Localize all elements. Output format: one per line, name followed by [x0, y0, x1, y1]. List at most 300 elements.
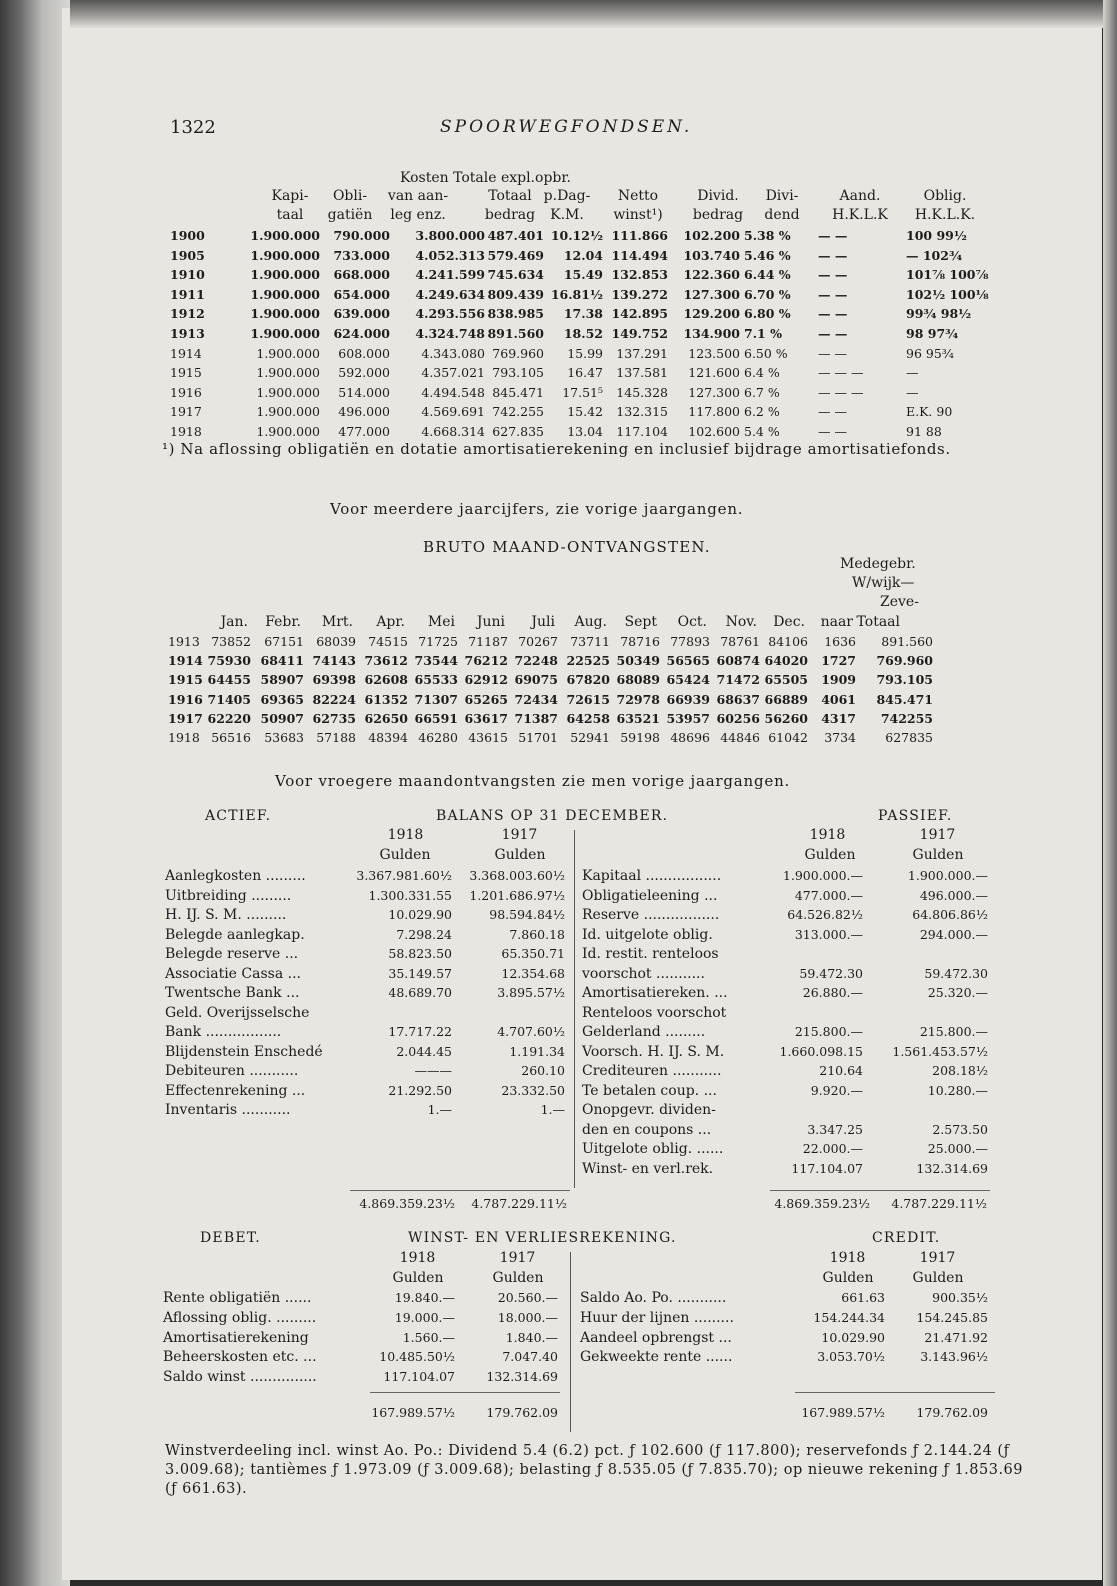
monthly-cell: 71307 — [414, 691, 458, 707]
pl-credit-label: CREDIT. — [872, 1230, 941, 1246]
pl-credit-1917: 154.245.85 — [916, 1309, 988, 1325]
monthly-cell: 793.105 — [876, 672, 933, 688]
monthly-cell: 62912 — [464, 672, 508, 688]
expl-cell: 100 99½ — [906, 228, 967, 243]
exploitation-footnote: ¹) Na aflossing obligatiën en dotatie amortisatierekening en inclusief bijdrage amortisatiefonds. — [162, 440, 951, 458]
monthly-cell: 53957 — [666, 710, 710, 726]
expl-cell: 6.44 % — [744, 267, 791, 283]
balance-actief-label: ACTIEF. — [205, 808, 272, 824]
balance-asset-1917: 1.191.34 — [509, 1043, 565, 1059]
expl-cell: 639.000 — [333, 306, 390, 322]
expl-cell: 592.000 — [338, 365, 390, 381]
balance-total-rule-right — [770, 1190, 990, 1191]
monthly-cell: 56260 — [764, 710, 808, 726]
monthly-cell: 50907 — [260, 710, 304, 726]
monthly-cell: 65505 — [764, 672, 808, 688]
expl-cell: 98 97¾ — [906, 326, 959, 341]
pl-debet-label: DEBET. — [200, 1230, 261, 1246]
expl-cell: 1914 — [170, 345, 202, 361]
monthly-col-head: Oct. — [677, 614, 707, 630]
balance-unit: Gulden — [912, 847, 964, 863]
expl-cell: 10.12½ — [550, 228, 603, 243]
expl-col-head: Oblig. — [923, 188, 967, 204]
balance-asset-1918: 48.689.70 — [388, 985, 452, 1000]
expl-cell: 1.900.000 — [256, 384, 320, 400]
monthly-cell: 73612 — [364, 653, 408, 669]
pl-total: 179.762.09 — [916, 1405, 988, 1420]
pl-year: 1917 — [499, 1250, 536, 1266]
monthly-title: BRUTO MAAND-ONTVANGSTEN. — [423, 538, 711, 556]
pl-title: WINST- EN VERLIESREKENING. — [408, 1230, 677, 1246]
expl-header-top: Kosten Totale expl.opbr. — [400, 170, 571, 186]
expl-col-head: Aand. — [839, 188, 881, 204]
monthly-cell: 72615 — [566, 691, 610, 707]
expl-cell: 4.668.314 — [421, 424, 485, 439]
balance-liability-1918: 26.880.— — [802, 985, 863, 1000]
balance-total: 4.787.229.11½ — [891, 1196, 987, 1211]
expl-cell: 99¾ 98½ — [906, 306, 972, 322]
balance-liability-label: Amortisatiereken. ... — [582, 985, 728, 1001]
pl-credit-1917: 3.143.96½ — [920, 1349, 988, 1365]
expl-cell: — — [906, 365, 919, 381]
expl-cell: 1918 — [170, 424, 202, 439]
winstverdeeling-text: Winstverdeeling incl. winst Ao. Po.: Dividend 5.4 (6.2) pct. ƒ 102.600 (ƒ 117.800); reservefonds ƒ 2.144.24 (ƒ 3.009.68); tantièmes ƒ 1.973.09 (ƒ 3.009.68); belasting ƒ 8.535.05 (ƒ 7.835.70); op nieuwe rekening ƒ 1.853.69 (ƒ 661.63). — [165, 1443, 1024, 1497]
balance-asset-1918: 58.823.50 — [388, 946, 452, 961]
expl-cell: 742.255 — [492, 404, 544, 420]
monthly-cell: 62735 — [312, 710, 356, 726]
monthly-col-head: Dec. — [773, 614, 805, 630]
expl-col-head: van aan- — [387, 188, 449, 204]
balance-asset-1917: 23.332.50 — [501, 1082, 565, 1098]
expl-cell: — — [906, 384, 919, 400]
monthly-extra-head: W/wijk— — [852, 575, 915, 591]
expl-col-head: Netto — [617, 188, 659, 204]
balance-asset-1918: 1.300.331.55 — [368, 887, 452, 903]
monthly-cell: 891.560 — [881, 634, 933, 649]
monthly-year: 1914 — [168, 653, 203, 669]
balance-asset-label: Associatie Cassa ... — [165, 965, 301, 982]
book-spine — [0, 0, 70, 1586]
balance-liability-label: Id. uitgelote oblig. — [582, 926, 713, 943]
expl-cell: 6.2 % — [744, 404, 780, 420]
expl-col-head: dend — [764, 207, 800, 223]
balance-liability-1918: 477.000.— — [794, 887, 863, 903]
expl-cell: 6.80 % — [744, 306, 791, 322]
balance-unit: Gulden — [804, 847, 856, 863]
monthly-cell: 48696 — [670, 730, 710, 745]
balance-asset-label: Twentsche Bank ... — [165, 985, 300, 1001]
balance-asset-label: Effectenrekening ... — [165, 1082, 306, 1099]
expl-cell: 514.000 — [338, 384, 390, 400]
expl-col-head: K.M. — [550, 207, 584, 223]
balance-asset-1918: 3.367.981.60½ — [356, 868, 452, 883]
pl-year: 1917 — [919, 1250, 956, 1266]
expl-cell: 6.4 % — [744, 365, 780, 381]
monthly-cell: 65265 — [464, 691, 508, 707]
balance-year: 1918 — [387, 827, 424, 843]
balance-liability-1917: 25.000.— — [927, 1141, 988, 1156]
pl-debit-1917: 7.047.40 — [502, 1349, 558, 1365]
monthly-cell: 71405 — [207, 691, 251, 707]
monthly-cell: 76212 — [464, 653, 508, 669]
expl-cell: 132.315 — [616, 404, 668, 420]
expl-cell: 608.000 — [338, 345, 390, 361]
balance-asset-1917: 12.354.68 — [501, 965, 565, 981]
expl-col-head: bedrag — [484, 207, 536, 223]
balance-liability-label: Voorsch. H. IJ. S. M. — [582, 1043, 725, 1060]
expl-cell: 4.293.556 — [415, 306, 485, 322]
expl-cell: 627.835 — [492, 424, 544, 439]
expl-cell: 1913 — [170, 326, 205, 341]
balance-liability-1917: 294.000.— — [919, 926, 988, 942]
monthly-cell: 68637 — [716, 691, 760, 707]
monthly-cell: 72248 — [514, 653, 558, 669]
monthly-col-head: Totaal — [856, 614, 900, 630]
pl-total: 167.989.57½ — [371, 1405, 455, 1420]
expl-cell: 17.38 — [563, 306, 603, 322]
pl-debit-label: Aflossing oblig. ......... — [163, 1309, 317, 1326]
monthly-cell: 63617 — [464, 710, 508, 726]
balance-liability-1917: 208.18½ — [932, 1063, 988, 1078]
balance-liability-label: voorschot ........... — [582, 965, 705, 982]
monthly-col-head: Sept — [624, 614, 657, 630]
expl-cell: 102.600 — [688, 424, 740, 439]
monthly-cell: 66939 — [666, 691, 710, 707]
monthly-col-head: Juli — [531, 614, 555, 630]
monthly-col-head: Apr. — [376, 614, 405, 630]
pl-debit-label: Rente obligatiën ...... — [163, 1290, 312, 1306]
expl-cell: 1.900.000 — [256, 365, 320, 381]
expl-col-head: winst¹) — [613, 207, 663, 223]
balance-asset-1918: 21.292.50 — [388, 1082, 452, 1098]
balance-liability-1918: 9.920.— — [810, 1082, 863, 1098]
monthly-cell: 50349 — [616, 653, 660, 669]
expl-cell: 845.471 — [492, 384, 544, 400]
monthly-cell: 64455 — [207, 672, 251, 688]
balance-liability-1917: 132.314.69 — [916, 1160, 988, 1176]
balance-liability-1918: 3.347.25 — [807, 1121, 863, 1137]
monthly-cell: 627835 — [885, 730, 933, 745]
balance-liability-1918: 59.472.30 — [799, 965, 863, 981]
expl-cell: — — — [818, 424, 847, 439]
running-head: SPOORWEGFONDSEN. — [440, 117, 693, 137]
expl-cell: 114.494 — [611, 247, 668, 263]
monthly-cell: 68411 — [260, 653, 304, 669]
monthly-cell: 65533 — [414, 672, 458, 688]
monthly-extra-head: Zeve- — [880, 594, 919, 610]
pl-unit: Gulden — [912, 1270, 964, 1286]
expl-cell: 102½ 100⅛ — [906, 286, 989, 302]
balance-liability-1918: 215.800.— — [794, 1024, 863, 1039]
sentence-jaarcijfers: Voor meerdere jaarcijfers, zie vorige jaargangen. — [330, 500, 744, 518]
balance-liability-1917: 1.561.453.57½ — [892, 1043, 988, 1059]
page-top-edge — [70, 0, 1117, 28]
expl-cell: 3.800.000 — [415, 228, 485, 243]
monthly-col-head: Jan. — [220, 614, 248, 630]
expl-cell: 487.401 — [487, 228, 544, 243]
balance-asset-label: Belegde aanlegkap. — [165, 926, 305, 943]
monthly-cell: 69075 — [514, 672, 558, 688]
expl-cell: 1.900.000 — [256, 424, 320, 439]
balance-asset-1918: 17.717.22 — [388, 1024, 452, 1039]
expl-cell: — — — [818, 247, 848, 263]
expl-cell: 142.895 — [611, 306, 668, 322]
expl-cell: 668.000 — [333, 267, 390, 283]
expl-cell: 1910 — [170, 267, 205, 283]
balance-asset-1917: 7.860.18 — [509, 926, 565, 942]
monthly-cell: 3734 — [824, 730, 856, 745]
pl-unit: Gulden — [392, 1270, 444, 1286]
monthly-cell: 69365 — [260, 691, 304, 707]
balance-liability-label: Winst- en verl.rek. — [582, 1160, 714, 1177]
expl-cell: 4.569.691 — [421, 404, 485, 420]
expl-col-head: Kapi- — [271, 188, 309, 204]
monthly-cell: 64258 — [566, 710, 610, 726]
expl-cell: 1.900.000 — [250, 267, 320, 283]
balance-year: 1918 — [809, 827, 846, 843]
monthly-cell: 62650 — [364, 710, 408, 726]
balance-liability-1918: 117.104.07 — [791, 1160, 863, 1176]
pl-debit-1917: 18.000.— — [497, 1309, 558, 1325]
expl-cell: 1905 — [170, 247, 205, 263]
monthly-cell: 1727 — [821, 653, 856, 669]
expl-cell: 117.800 — [688, 404, 740, 420]
balance-year: 1917 — [919, 827, 956, 843]
expl-col-head: Totaal — [488, 188, 532, 204]
monthly-cell: 62608 — [364, 672, 408, 688]
pl-year: 1918 — [829, 1250, 866, 1266]
balance-asset-1918: ——— — [414, 1063, 452, 1078]
expl-cell: 477.000 — [338, 424, 390, 439]
pl-credit-1917: 21.471.92 — [924, 1329, 988, 1345]
monthly-cell: 71187 — [468, 634, 508, 649]
pl-total: 179.762.09 — [486, 1405, 558, 1420]
page-number: 1322 — [170, 117, 216, 138]
monthly-year: 1915 — [168, 672, 203, 688]
expl-cell: 15.49 — [563, 267, 603, 283]
monthly-cell: 75930 — [207, 653, 251, 669]
balance-liability-1917: 64.806.86½ — [912, 907, 988, 922]
expl-cell: 4.249.634 — [415, 286, 485, 302]
expl-cell: 496.000 — [338, 404, 390, 420]
expl-cell: 1911 — [170, 286, 205, 302]
monthly-year: 1918 — [168, 730, 200, 745]
balance-year: 1917 — [501, 827, 538, 843]
expl-col-head: gatiën — [327, 207, 373, 223]
balance-asset-1918: 7.298.24 — [396, 926, 452, 942]
expl-col-head: bedrag — [692, 207, 744, 223]
expl-col-head: leg enz. — [390, 207, 446, 223]
expl-cell: 117.104 — [616, 424, 668, 439]
expl-cell: 132.853 — [611, 267, 668, 283]
pl-debit-1917: 20.560.— — [497, 1290, 558, 1305]
expl-cell: 1.900.000 — [250, 306, 320, 322]
balance-asset-1917: 3.368.003.60½ — [469, 868, 565, 883]
balance-asset-1917: 1.— — [540, 1102, 565, 1117]
balance-unit: Gulden — [494, 847, 546, 863]
monthly-cell: 4317 — [821, 710, 856, 726]
monthly-col-head: Mrt. — [321, 614, 353, 630]
monthly-col-head: Febr. — [265, 614, 301, 630]
monthly-cell: 66591 — [414, 710, 458, 726]
balance-liability-1918: 1.900.000.— — [782, 868, 863, 883]
expl-cell: 1.900.000 — [256, 404, 320, 420]
balance-liability-label: Renteloos voorschot — [582, 1004, 727, 1021]
monthly-cell: 82224 — [312, 691, 356, 707]
pl-debit-1918: 117.104.07 — [383, 1369, 455, 1385]
balance-asset-1917: 1.201.686.97½ — [469, 887, 565, 903]
expl-cell: 129.200 — [683, 306, 740, 322]
expl-col-head: H.K.L.K — [832, 207, 888, 223]
expl-col-head: Obli- — [332, 188, 368, 204]
monthly-cell: 1636 — [824, 634, 856, 649]
expl-cell: — — — — [818, 365, 864, 381]
balance-total: 4.787.229.11½ — [471, 1196, 567, 1211]
monthly-cell: 59198 — [620, 730, 660, 745]
expl-cell: 96 95¾ — [906, 345, 954, 361]
expl-cell: 111.866 — [611, 228, 668, 243]
expl-cell: 18.52 — [563, 326, 603, 341]
pl-credit-1918: 10.029.90 — [821, 1329, 885, 1345]
balance-liability-1918: 22.000.— — [802, 1141, 863, 1156]
pl-debit-1918: 19.000.— — [394, 1309, 455, 1325]
expl-cell: — — — [818, 404, 847, 420]
expl-cell: 134.900 — [683, 326, 740, 341]
balance-asset-1917: 3.895.57½ — [497, 985, 565, 1000]
monthly-cell: 68039 — [316, 634, 356, 649]
monthly-cell: 72434 — [514, 691, 558, 707]
balance-asset-label: Inventaris ........... — [165, 1102, 291, 1118]
balance-liability-1917: 59.472.30 — [924, 965, 988, 981]
balance-liability-1918: 210.64 — [819, 1063, 863, 1078]
page-right-edge — [1103, 0, 1117, 1586]
monthly-cell: 70267 — [518, 634, 558, 649]
expl-col-head: taal — [276, 207, 304, 223]
balance-liability-1917: 496.000.— — [919, 887, 988, 903]
expl-cell: 1916 — [170, 384, 202, 400]
expl-col-head: Divid. — [697, 188, 739, 204]
pl-credit-1918: 154.244.34 — [813, 1309, 885, 1325]
monthly-cell: 73852 — [211, 634, 251, 649]
pl-debit-1918: 10.485.50½ — [379, 1349, 455, 1365]
expl-cell: 145.328 — [616, 384, 668, 400]
monthly-cell: 66889 — [764, 691, 808, 707]
balance-asset-1917: 65.350.71 — [501, 946, 565, 961]
expl-cell: 101⅞ 100⅞ — [906, 267, 989, 283]
monthly-cell: 71725 — [418, 634, 458, 649]
expl-cell: — 102¾ — [906, 247, 962, 263]
expl-cell: 6.50 % — [744, 345, 788, 361]
monthly-cell: 56516 — [211, 730, 251, 745]
pl-total-rule-right — [795, 1392, 995, 1393]
expl-cell: 579.469 — [487, 247, 544, 263]
balance-liability-label: Onopgevr. dividen- — [582, 1102, 716, 1118]
balance-asset-label: Geld. Overijsselsche — [165, 1004, 310, 1021]
monthly-cell: 56565 — [666, 653, 710, 669]
monthly-cell: 58907 — [260, 672, 304, 688]
balance-asset-label: Debiteuren ........... — [165, 1063, 299, 1079]
balance-asset-1918: 35.149.57 — [388, 965, 452, 981]
monthly-cell: 67820 — [566, 672, 610, 688]
balance-asset-label: H. IJ. S. M. ......... — [165, 907, 287, 923]
expl-cell: 838.985 — [487, 306, 544, 322]
expl-cell: 1915 — [170, 365, 202, 381]
monthly-cell: 84106 — [768, 634, 808, 649]
monthly-cell: 74143 — [312, 653, 356, 669]
pl-debit-1918: 19.840.— — [394, 1290, 455, 1305]
balance-asset-1917: 260.10 — [521, 1063, 565, 1078]
expl-cell: 6.70 % — [744, 286, 791, 302]
pl-debit-label: Beheerskosten etc. ... — [163, 1349, 317, 1366]
expl-cell: 5.46 % — [744, 247, 791, 263]
pl-unit: Gulden — [822, 1270, 874, 1286]
monthly-cell: 74515 — [368, 634, 408, 649]
expl-cell: 16.47 — [567, 365, 603, 381]
expl-cell: 122.360 — [683, 267, 740, 283]
balance-asset-label: Bank ................. — [165, 1024, 282, 1040]
expl-cell: 4.324.748 — [415, 326, 485, 341]
expl-cell: 1.900.000 — [256, 345, 320, 361]
expl-cell: 13.04 — [567, 424, 603, 439]
balance-liability-label: den en coupons ... — [582, 1121, 712, 1138]
monthly-cell: 60256 — [716, 710, 760, 726]
balance-liability-label: Id. restit. renteloos — [582, 946, 719, 962]
monthly-cell: 769.960 — [876, 653, 933, 669]
monthly-cell: 64020 — [764, 653, 808, 669]
pl-debit-1918: 1.560.— — [402, 1329, 455, 1345]
expl-cell: 4.357.021 — [421, 365, 485, 381]
expl-cell: 654.000 — [333, 286, 390, 302]
pl-unit: Gulden — [492, 1270, 544, 1286]
balance-liability-label: Obligatieleening ... — [582, 887, 718, 904]
monthly-col-head: Aug. — [574, 614, 607, 630]
pl-credit-1918: 3.053.70½ — [817, 1349, 885, 1365]
pl-credit-label: Gekweekte rente ...... — [580, 1349, 733, 1366]
pl-debit-label: Saldo winst ............... — [163, 1369, 317, 1386]
monthly-cell: 60874 — [716, 653, 760, 669]
expl-cell: 17.51⁵ — [562, 384, 603, 400]
monthly-cell: 72978 — [616, 691, 660, 707]
monthly-cell: 78716 — [620, 634, 660, 649]
monthly-cell: 63521 — [616, 710, 660, 726]
monthly-cell: 77893 — [670, 634, 710, 649]
expl-col-head: Divi- — [765, 188, 799, 204]
balance-liability-1917: 215.800.— — [919, 1024, 988, 1039]
expl-cell: 745.634 — [487, 267, 544, 283]
expl-cell: 624.000 — [333, 326, 390, 341]
monthly-cell: 46280 — [418, 730, 458, 745]
expl-cell: 6.7 % — [744, 384, 780, 400]
pl-credit-label: Huur der lijnen ......... — [580, 1309, 734, 1326]
monthly-cell: 61042 — [768, 730, 808, 745]
expl-cell: 5.38 % — [744, 228, 791, 243]
pl-credit-1918: 661.63 — [841, 1290, 885, 1305]
balance-asset-1917: 4.707.60½ — [497, 1024, 565, 1039]
balance-liability-label: Uitgelote oblig. ...... — [582, 1141, 724, 1157]
expl-cell: 4.343.080 — [421, 345, 485, 361]
expl-cell: E.K. 90 — [906, 404, 953, 420]
monthly-cell: 1909 — [821, 672, 856, 688]
expl-cell: 16.81½ — [550, 286, 603, 302]
monthly-cell: 71472 — [716, 672, 760, 688]
expl-cell: 790.000 — [333, 228, 390, 243]
expl-cell: 1.900.000 — [250, 326, 320, 341]
balance-liability-1917: 10.280.— — [927, 1082, 988, 1098]
monthly-cell: 69398 — [312, 672, 356, 688]
balance-liability-label: Reserve ................. — [582, 907, 720, 923]
expl-cell: 91 88 — [906, 424, 942, 439]
expl-cell: 15.99 — [567, 345, 603, 361]
